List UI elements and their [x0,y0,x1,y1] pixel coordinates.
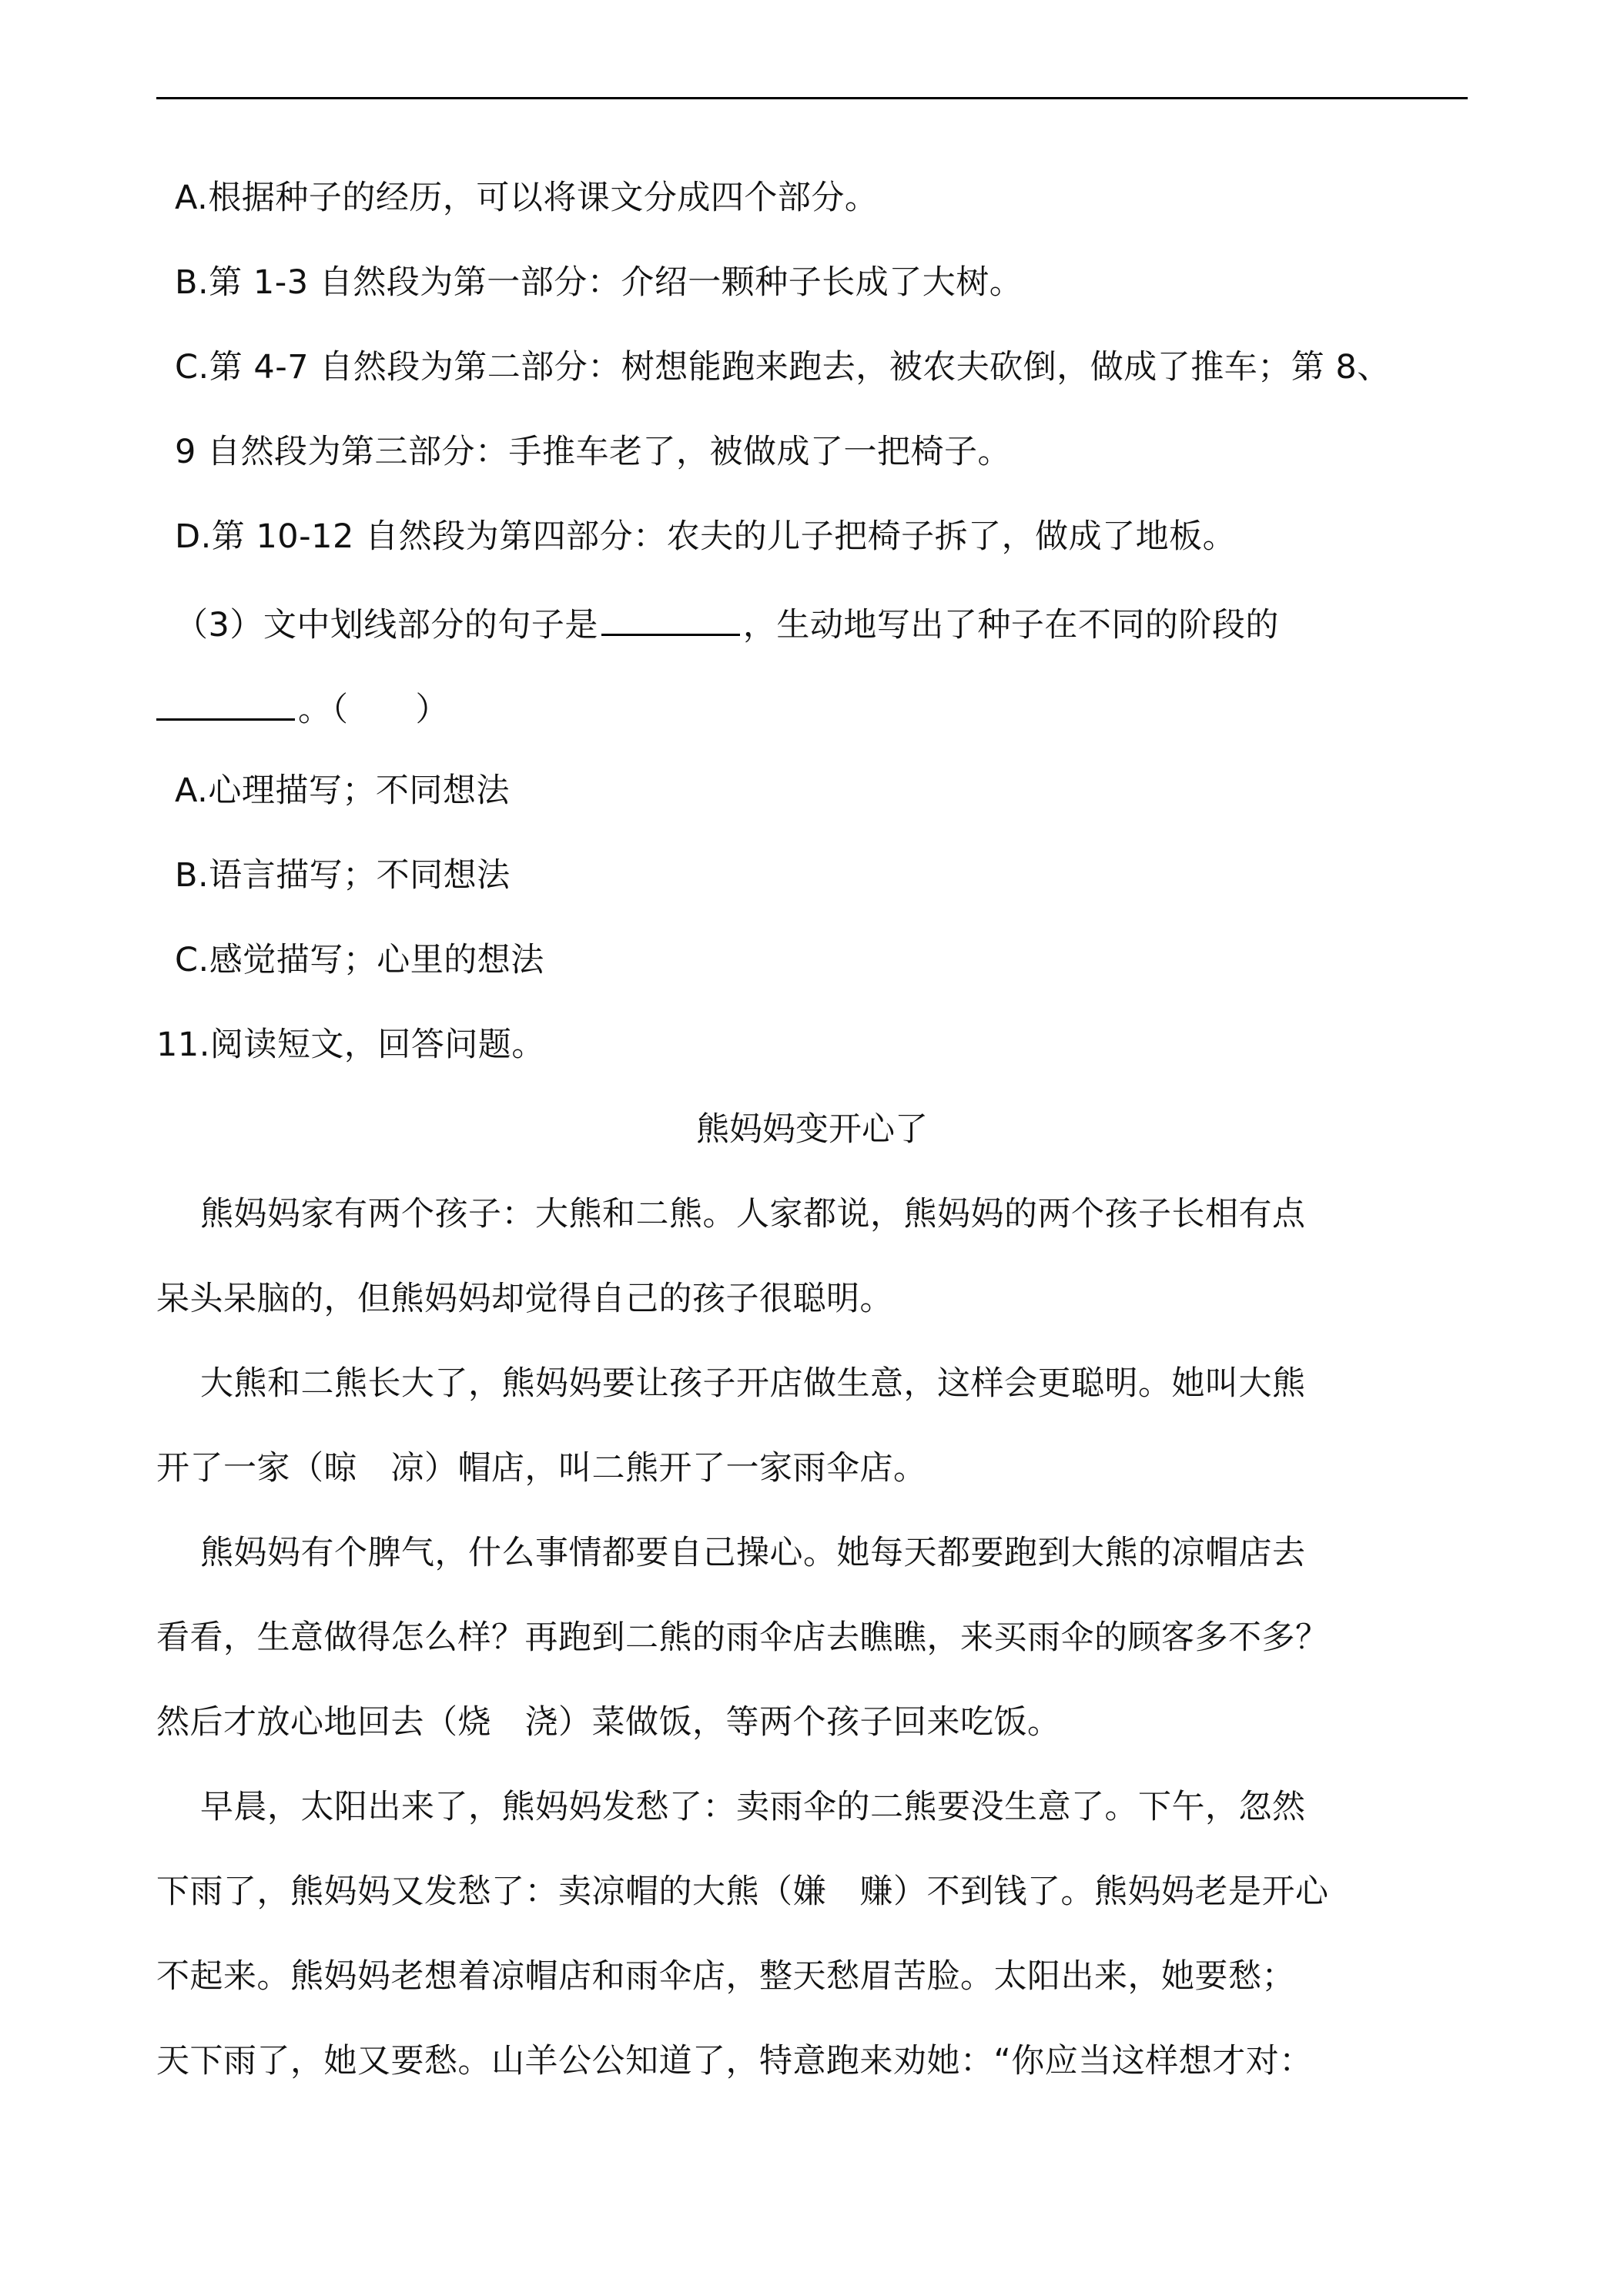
question-3 [175,598,1279,648]
passage-line: 下雨了，熊妈妈又发愁了：卖凉帽的大熊（嫌 赚）不到钱了。熊妈妈老是开心 [156,1873,1329,1911]
passage-line: 熊妈妈家有两个孩子：大熊和二熊。人家都说，熊妈妈的两个孩子长相有点 [200,1195,1306,1233]
option-c-q3: C.感觉描写；心里的想法 [175,941,544,979]
answer-blank-2 [156,683,295,721]
question-11-stem: 11.阅读短文，回答问题。 [156,1026,545,1064]
option-a-q3: A.心理描写；不同想法 [175,771,510,810]
header-rule [156,97,1468,99]
passage-line: 早晨，太阳出来了，熊妈妈发愁了：卖雨伞的二熊要没生意了。下午，忽然 [200,1788,1306,1826]
passage-line: 呆头呆脑的，但熊妈妈却觉得自己的孩子很聪明。 [156,1280,893,1318]
option-d-q2: D.第 10-12 自然段为第四部分：农夫的儿子把椅子拆了，做成了地板。 [175,517,1237,556]
passage-line: 看看，生意做得怎么样？再跑到二熊的雨伞店去瞧瞧，来买雨伞的顾客多不多？ [156,1618,1329,1657]
option-c-q2: C.第 4-7 自然段为第二部分：树想能跑来跑去，被农夫砍倒，做成了推车；第 8、 [175,348,1391,387]
question-3-middle: ，生动地写出了种子在不同的阶段的 [742,606,1279,644]
passage-line: 然后才放心地回去（烧 浇）菜做饭，等两个孩子回来吃饭。 [156,1703,1061,1742]
passage-line: 不起来。熊妈妈老想着凉帽店和雨伞店，整天愁眉苦脸。太阳出来，她要愁； [156,1957,1295,1996]
question-3-continued [156,683,449,733]
answer-blank-1 [601,598,740,636]
option-a-q2: A.根据种子的经历，可以将课文分成四个部分。 [175,179,879,217]
passage-line: 开了一家（晾 凉）帽店，叫二熊开了一家雨伞店。 [156,1449,927,1488]
option-b-q2: B.第 1-3 自然段为第一部分：介绍一颗种子长成了大树。 [175,263,1023,302]
passage-line: 天下雨了，她又要愁。山羊公公知道了，特意跑来劝她：“你应当这样想才对： [156,2042,1313,2080]
option-c-q2-continued: 9 自然段为第三部分：手推车老了，被做成了一把椅子。 [175,433,1012,471]
question-3-prefix: （3）文中划线部分的句子是 [175,606,598,644]
passage-line: 大熊和二熊长大了，熊妈妈要让孩子开店做生意，这样会更聪明。她叫大熊 [200,1364,1306,1403]
passage-title: 熊妈妈变开心了 [696,1110,928,1149]
question-3-suffix: 。（ ） [298,691,449,729]
passage-line: 熊妈妈有个脾气，什么事情都要自己操心。她每天都要跑到大熊的凉帽店去 [200,1534,1306,1572]
option-b-q3: B.语言描写；不同想法 [175,856,511,895]
